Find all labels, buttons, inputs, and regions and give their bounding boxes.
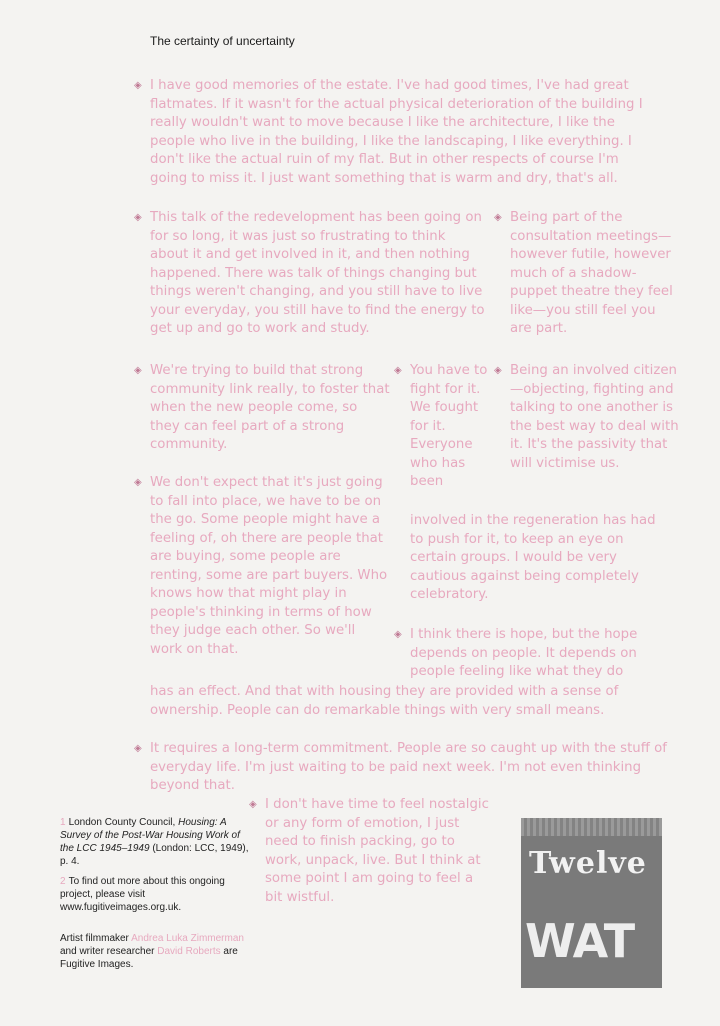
quote-marker-icon: ◈ — [134, 365, 142, 376]
quote-involved-citizen: ◈ Being an involved citizen—objecting, fighting and talking to one another is the best way to deal with it. It's the passivity that will victimise us. — [494, 363, 679, 471]
quote-marker-icon: ◈ — [394, 629, 402, 640]
sign-word-wat: WAT — [525, 914, 635, 968]
footnote-1: 1 London County Council, Housing: A Survey of the Post-War Housing Work of the LCC 1945–1949 (London: LCC, 1949), p. 4. — [60, 817, 249, 867]
quote-nostalgic: ◈ I don't have time to feel nostalgic or any form of emotion, I just need to finish packing, go to work, unpack, live. But I think at some point I am going to feel a bit wistful. — [249, 797, 489, 905]
quote-not-into-place: ◈ We don't expect that it's just going to fall into place, we have to be on the go. Some people might have a feeling of, oh there are people that are buying, some people are renting, some are part buyers. Who knows how that might play in people's thinking in terms of how they judge each other. So we'll work on that. — [134, 475, 388, 657]
quote-fight-for-it-continued: involved in the regeneration has had to push for it, to keep an eye on certain groups. I would be very cautious against being completely celebratory. — [410, 513, 656, 602]
quote-marker-icon: ◈ — [249, 799, 257, 810]
quote-marker-icon: ◈ — [394, 365, 402, 376]
footnote-2: 2 To find out more about this ongoing project, please visit www.fugitiveimages.org.uk. — [60, 876, 225, 913]
building-sign-photo — [521, 818, 662, 988]
quote-marker-icon: ◈ — [134, 743, 142, 754]
quote-fight-for-it: ◈ You have to fight for it. We fought for it. Everyone who has been — [394, 363, 488, 489]
credits: Artist filmmaker Andrea Luka Zimmerman and writer researcher David Roberts are Fugitive Images. — [60, 933, 244, 970]
photo-ledge — [521, 818, 662, 836]
page-title: The certainty of uncertainty — [150, 34, 295, 48]
quote-marker-icon: ◈ — [494, 212, 502, 223]
quote-estate-memories: ◈ I have good memories of the estate. I've had good times, I've had great flatmates. If it wasn't for the actual physical deterioration of the building I really wouldn't want to move because I like the architecture, I like the people who live in the building, I like the landscaping, I like everything. I don't like the actual ruin of my flat. But in other respects of course I'm going to miss it. I just want something that is warm and dry, that's all. — [134, 78, 643, 186]
quote-hope: ◈ I think there is hope, but the hope depends on people. It depends on people feeling like what they do — [394, 627, 638, 679]
quote-marker-icon: ◈ — [134, 477, 142, 488]
quote-marker-icon: ◈ — [134, 212, 142, 223]
quote-community-link: ◈ We're trying to build that strong community link really, to foster that when the new people come, so they can feel part of a strong community. — [134, 363, 390, 452]
quote-consultation: ◈ Being part of the consultation meetings—however futile, however much of a shadow-puppet theatre they feel like—you still feel you are part. — [494, 210, 673, 336]
quote-marker-icon: ◈ — [134, 80, 142, 91]
quote-hope-continued: has an effect. And that with housing they are provided with a sense of ownership. People can do remarkable things with very small means. — [150, 684, 619, 718]
sign-word-twelve: Twelve — [529, 846, 647, 881]
quote-marker-icon: ◈ — [494, 365, 502, 376]
quote-redevelopment: ◈ This talk of the redevelopment has been going on for so long, it was just so frustrating to think about it and get involved in it, and then nothing happened. There was talk of things changing but things weren't changing, and you still have to live your everyday, you still have to find the energy to get up and go to work and study. — [134, 210, 485, 336]
quote-long-term-commitment: ◈ It requires a long-term commitment. People are so caught up with the stuff of everyday life. I'm just waiting to be paid next week. I'm not even thinking beyond that. — [134, 741, 667, 793]
